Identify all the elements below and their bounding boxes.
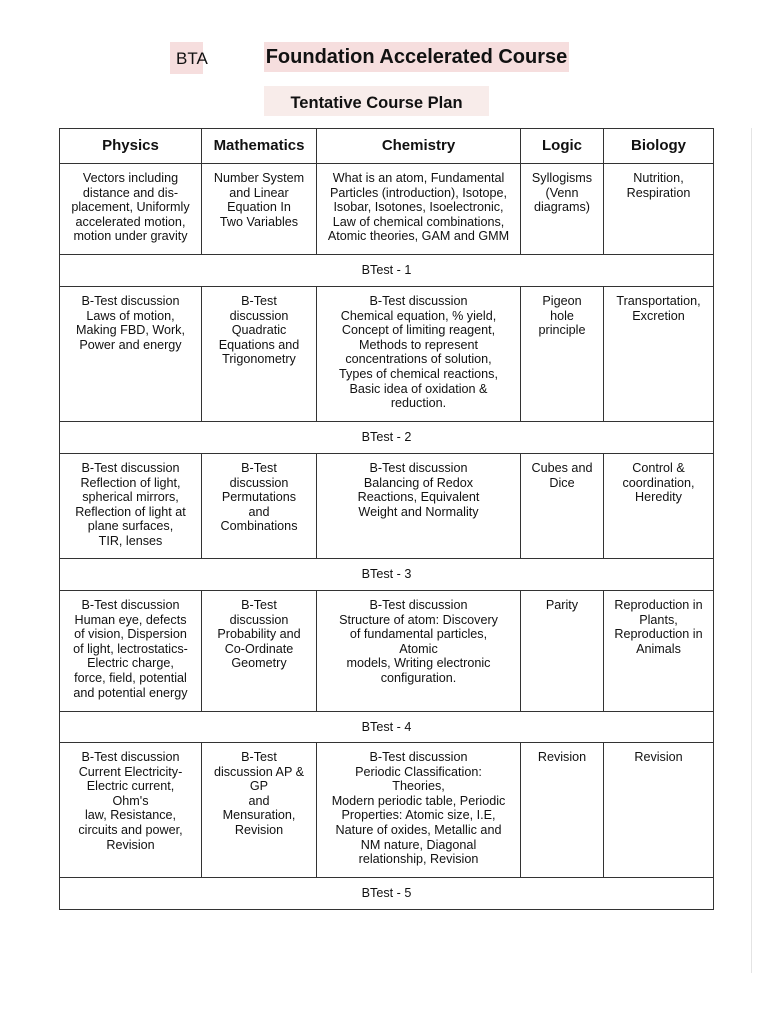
logic-cell: Parity	[521, 591, 604, 712]
mathematics-cell: B-Test discussion Quadratic Equations and Trigonometry	[202, 287, 317, 422]
test-row	[60, 878, 714, 910]
test-label: BTest - 5	[60, 878, 714, 910]
physics-cell: B-Test discussion Laws of motion, Making FBD, Work, Power and energy	[60, 287, 202, 422]
physics-cell: Vectors including distance and dis- placement, Uniformly accelerated motion, motion under gravity	[60, 164, 202, 255]
column-header-physics: Physics	[60, 129, 202, 164]
header-row	[60, 129, 714, 164]
logic-cell: Revision	[521, 743, 604, 878]
biology-cell: Control & coordination, Heredity	[604, 454, 714, 559]
topic-row	[60, 743, 714, 878]
mathematics-cell: Number System and Linear Equation In Two Variables	[202, 164, 317, 255]
page-subtitle: Tentative Course Plan	[264, 86, 489, 116]
topic-row	[60, 454, 714, 559]
test-row	[60, 559, 714, 591]
column-header-chemistry: Chemistry	[317, 129, 521, 164]
physics-cell: B-Test discussion Reflection of light, spherical mirrors, Reflection of light at plane surfaces, TIR, lenses	[60, 454, 202, 559]
test-label: BTest - 3	[60, 559, 714, 591]
test-label: BTest - 1	[60, 255, 714, 287]
page-edge-rule	[751, 128, 752, 973]
chemistry-cell: B-Test discussion Balancing of Redox Reactions, Equivalent Weight and Normality	[317, 454, 521, 559]
page-title: Foundation Accelerated Course	[264, 42, 569, 72]
biology-cell: Reproduction in Plants, Reproduction in Animals	[604, 591, 714, 712]
logic-cell: Cubes and Dice	[521, 454, 604, 559]
topic-row	[60, 164, 714, 255]
mathematics-cell: B-Test discussion AP & GP and Mensuration, Revision	[202, 743, 317, 878]
test-label: BTest - 4	[60, 712, 714, 743]
column-header-logic: Logic	[521, 129, 604, 164]
chemistry-cell: B-Test discussion Chemical equation, % yield, Concept of limiting reagent, Methods to represent concentrations of solution, Types of chemical reactions, Basic idea of oxidation & reduction.	[317, 287, 521, 422]
chemistry-cell: What is an atom, Fundamental Particles (introduction), Isotope, Isobar, Isotones, Isoelectronic, Law of chemical combinations, Atomic theories, GAM and GMM	[317, 164, 521, 255]
course-code-tag: BTA	[170, 42, 203, 74]
test-row	[60, 255, 714, 287]
column-header-mathematics: Mathematics	[202, 129, 317, 164]
mathematics-cell: B-Test discussion Permutations and Combinations	[202, 454, 317, 559]
logic-cell: Syllogisms (Venn diagrams)	[521, 164, 604, 255]
mathematics-cell: B-Test discussion Probability and Co-Ordinate Geometry	[202, 591, 317, 712]
physics-cell: B-Test discussion Human eye, defects of vision, Dispersion of light, lectrostatics- Electric charge, force, field, potential and potential energy	[60, 591, 202, 712]
test-label: BTest - 2	[60, 422, 714, 454]
biology-cell: Transportation, Excretion	[604, 287, 714, 422]
chemistry-cell: B-Test discussion Periodic Classification: Theories, Modern periodic table, Periodic Properties: Atomic size, I.E, Nature of oxides, Metallic and NM nature, Diagonal relationship, Revision	[317, 743, 521, 878]
course-plan-table	[59, 128, 714, 910]
topic-row	[60, 287, 714, 422]
test-row	[60, 422, 714, 454]
chemistry-cell: B-Test discussion Structure of atom: Discovery of fundamental particles, Atomic models, Writing electronic configuration.	[317, 591, 521, 712]
topic-row	[60, 591, 714, 712]
biology-cell: Nutrition, Respiration	[604, 164, 714, 255]
test-row	[60, 712, 714, 743]
physics-cell: B-Test discussion Current Electricity- Electric current, Ohm's law, Resistance, circuits and power, Revision	[60, 743, 202, 878]
column-header-biology: Biology	[604, 129, 714, 164]
biology-cell: Revision	[604, 743, 714, 878]
logic-cell: Pigeon hole principle	[521, 287, 604, 422]
